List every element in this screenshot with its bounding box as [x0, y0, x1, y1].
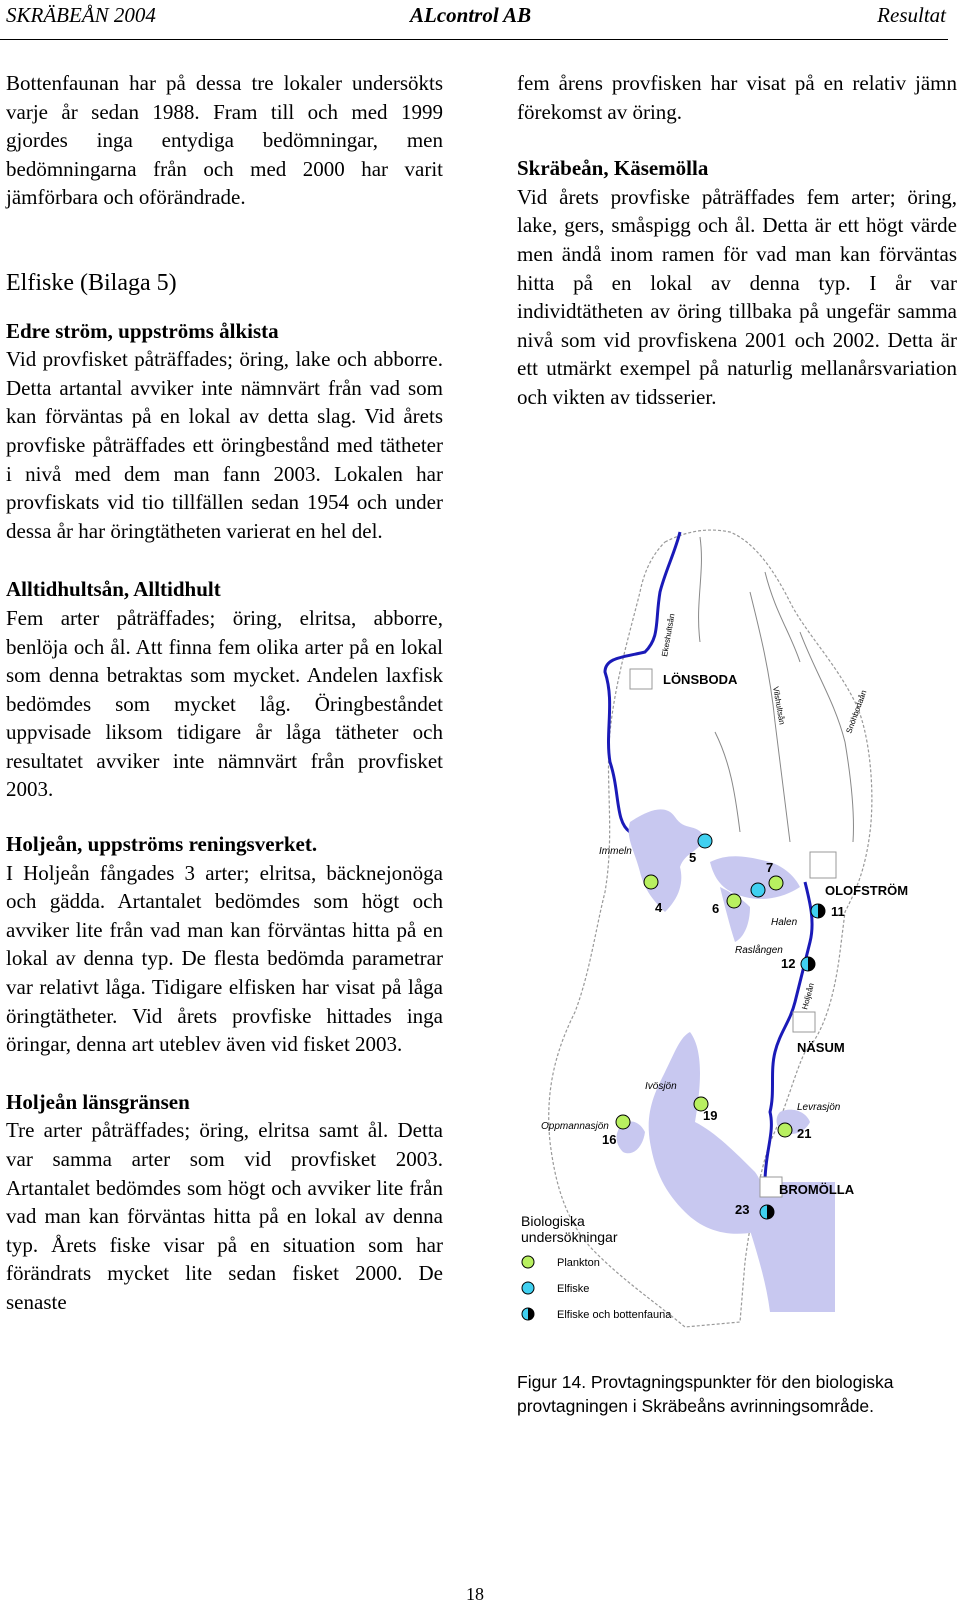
nasum-marker [793, 1012, 815, 1032]
legend-plankton-icon [522, 1256, 534, 1268]
site-4-plankton [644, 875, 658, 889]
label-ekeshultsan: Ekeshultsån [660, 612, 677, 658]
site-7a-elfiske [751, 883, 765, 897]
tributary-1 [699, 537, 702, 642]
holjean-lansgransen-text: Tre arter påträffades; öring, elritsa samt ål. Detta var samma arter som vid provfisket 2003. Artantalet bedömdes som högt och avviker lite från vad man kan förväntas hitta på en lokal av denna typ. Årets fiske visar på en situation som har förändrats mycket lite sedan fisket 2000. De senaste [6, 1118, 443, 1314]
site-6-plankton [727, 894, 741, 908]
label-snohbodaan: Snöhbodaån [844, 688, 869, 735]
page-number: 18 [466, 1584, 484, 1604]
label-lonsboda: LÖNSBODA [663, 672, 738, 687]
page-header [0, 0, 960, 40]
legend-plankton-label: Plankton [557, 1257, 600, 1269]
legend-elfiske-bottenfauna-half [528, 1308, 534, 1320]
label-nasum: NÄSUM [797, 1040, 845, 1055]
alltidhult-text: Fem arter påträffades; öring, elritsa, abborre, benlöja och ål. Att finna fem olika arter på en lokal som denna betraktas som mycket. Andelen laxfisk bedömdes som mycket låg. Öringbeståndet uppvisade liksom tidigare år låga tätheter och resultatet avviker inte nämnvärt från provfisket 2003. [6, 605, 443, 802]
legend-elfiske-bottenfauna-label: Elfiske och bottenfauna [557, 1309, 672, 1321]
label-site-5: 5 [689, 850, 697, 865]
label-bromolla: BROMÖLLA [779, 1182, 855, 1197]
legend-title-1: Biologiska [521, 1213, 585, 1229]
label-raslangen: Raslången [735, 945, 783, 956]
lower-catchment-lakes [735, 1182, 835, 1312]
continued-text: fem årens provfisken har visat på en relativ jämn förekomst av öring. [517, 71, 957, 124]
header-right: Resultat [877, 3, 946, 27]
header-rule [0, 39, 948, 40]
legend-title-2: undersökningar [521, 1229, 618, 1245]
legend-elfiske-label: Elfiske [557, 1283, 590, 1295]
label-ivosjon: Ivösjön [645, 1081, 677, 1092]
tributary-3 [715, 732, 740, 832]
section-title: Elfiske (Bilaga 5) [6, 269, 177, 296]
label-oppmannasjon: Oppmannasjön [541, 1121, 609, 1132]
label-levrasjon: Levrasjön [797, 1102, 841, 1113]
snohbodaan-river [800, 632, 853, 842]
label-site-16: 16 [602, 1132, 617, 1147]
lonsboda-marker [630, 669, 652, 689]
site-5-elfiske [698, 834, 712, 848]
intro-paragraph: Bottenfaunan har på dessa tre lokaler undersökts varje år sedan 1988. Fram till och med 1999 gjordes inga entydiga bedömningar, men bedömningarna från och med 2000 har varit jämförbara och oförändrade. [6, 71, 443, 210]
map-svg [521, 532, 909, 1352]
holjean-reningsverket-text: I Holjeån fångades 3 arter; elritsa, bäcknejonöga och gädda. Artantalet bedömdes som högt och avviker lite från vad man kan förväntas hitta på en lokal av denna typ. De flesta bedömda parametrar var relativt låga. Tidigare elfisken har visat på låga öringtätheter. Vid årets provfiske hittades inga öringar, denna art uteblev även vid fisket 2003. [6, 860, 443, 1057]
label-site-12: 12 [781, 956, 796, 971]
holjean-lansgransen-heading: Holjeån länsgränsen [6, 1089, 190, 1114]
label-vilshultsan: Vilshultsån [771, 685, 787, 726]
holjean-reningsverket-heading: Holjeån, uppströms reningsverket. [6, 832, 318, 857]
label-site-7: 7 [766, 860, 774, 875]
label-olofstrom: OLOFSTRÖM [825, 883, 909, 898]
label-site-21: 21 [797, 1126, 812, 1141]
edre-strom-text: Vid provfisket påträffades; öring, lake och abborre. Detta artantal avviker inte nämnvärt från vad som kan förväntas på en lokal av detta slag. Vid årets provfiske påträffades ett öringbestånd med tätheter i nivå med dem man fann 2003. Lokalen har provfiskats vid tio tillfällen sedan 1954 och under dessa år har öringtätheten varierat en hel del. [6, 347, 443, 543]
catchment-map [521, 532, 909, 1352]
site-7b-plankton [769, 876, 783, 890]
label-site-4: 4 [655, 900, 663, 915]
kasemolla-heading: Skräbeån, Käsemölla [517, 156, 709, 181]
label-site-11: 11 [831, 904, 845, 919]
label-site-23: 23 [735, 1202, 750, 1217]
legend-elfiske-icon [522, 1282, 534, 1294]
label-site-19: 19 [703, 1108, 718, 1123]
header-center: ALcontrol AB [410, 3, 532, 27]
olofstrom-marker [810, 852, 836, 878]
right-column [517, 69, 957, 412]
site-21-plankton [778, 1123, 792, 1137]
alltidhult-heading: Alltidhultsån, Alltidhult [6, 577, 221, 602]
label-holjean: Holjeån [800, 981, 816, 1011]
tributary-2 [765, 572, 800, 662]
edre-strom-heading: Edre ström, uppströms ålkista [6, 318, 279, 343]
label-halen: Halen [771, 917, 798, 928]
site-12-half [808, 957, 815, 971]
label-site-6: 6 [712, 901, 720, 916]
site-16-plankton [616, 1115, 630, 1129]
kasemolla-text: Vid årets provfiske påträffades fem arter; öring, lake, gers, småspigg och ål. Detta är ett högt värde men ändå inom ramen för vad man kan förväntas hitta på en lokal av denna typ. I år var individtätheten av öring tillbaka på ungefär samma nivå som vid provfiskena 2001 och 2002. Detta är ett utmärkt exempel på naturlig mellanårsvariation och vikten av tidsserier. [517, 184, 957, 409]
label-immeln: Immeln [599, 846, 632, 857]
left-column [6, 69, 443, 1317]
site-11-half [818, 904, 825, 918]
figure-caption: Figur 14. Provtagningspunkter för den biologiska provtagningen i Skräbeåns avrinningsområde. [517, 1372, 894, 1416]
header-left: SKRÄBEÅN 2004 [6, 3, 156, 27]
